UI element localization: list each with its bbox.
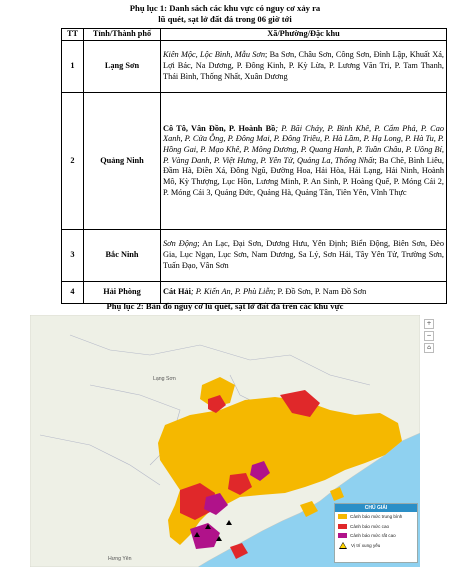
appendix-1-title-line1: Phụ lục 1: Danh sách các khu vực có nguy cơ xảy ra <box>129 3 321 13</box>
area-list <box>161 93 447 230</box>
legend-label: Cảnh báo mức rất cao <box>350 533 396 539</box>
legend-swatch-moderate <box>338 514 347 519</box>
table-row <box>62 41 447 93</box>
area-list <box>161 230 447 282</box>
header-areas: Xã/Phường/Đặc khu <box>161 29 447 41</box>
legend-title: CHÚ GIẢI <box>335 504 417 512</box>
appendix-2-title: Phụ lục 2: Bản đồ nguy cơ lũ quét, sạt lở đất đá trên các khu vực <box>106 301 344 311</box>
legend-label: Vị trí xung yếu <box>351 542 381 548</box>
area-segment: ; P. Kiến An, P. Phù Liễn <box>190 287 274 297</box>
zoom-out-icon[interactable]: − <box>424 331 434 341</box>
map-toolbar <box>424 319 434 355</box>
legend-item <box>335 541 417 551</box>
legend-item <box>335 512 417 522</box>
legend-item <box>335 531 417 541</box>
map-label-lang-son: Lạng Sơn <box>153 376 176 382</box>
zoom-in-icon[interactable]: + <box>424 319 434 329</box>
area-segment: ; P. Đồ Sơn, P. Nam Đồ Sơn <box>273 287 367 297</box>
header-province: Tỉnh/Thành phố <box>84 29 161 41</box>
area-segment: Cát Hải <box>163 287 191 297</box>
province-name: Hải Phòng <box>84 282 161 304</box>
header-tt: TT <box>62 29 84 41</box>
legend-label: Cảnh báo mức trung bình <box>350 514 403 520</box>
table-row <box>62 93 447 230</box>
province-name: Lạng Sơn <box>84 41 161 93</box>
legend-swatch-very-high <box>338 533 347 538</box>
area-segment: ; Ba Chẽ, Bình Liêu, Đầm Hà, Điền Xá, Đông Ngũ, Đường Hoa, Hải Hòa, Hải Lạng, Hải Ninh, Hoành Mô, Kỳ Thượng, Lục Hồn, Lương Minh, P. An Sinh, P. Hoàng Quế, P. Móng Cái 2, P. Móng Cái 3, Quảng Đức, Quảng Hà, Quảng Tân, Tiên Yên, Vĩnh Thực <box>163 155 444 197</box>
legend-swatch-high <box>338 524 347 529</box>
map-legend <box>334 503 418 563</box>
province-name: Bắc Ninh <box>84 230 161 282</box>
legend-label: Cảnh báo mức cao <box>350 523 390 529</box>
warning-triangle-icon <box>339 542 347 549</box>
area-segment: Sơn Động <box>163 239 198 249</box>
area-segment: ; An Lạc, Đại Sơn, Dương Hưu, Yên Định; Biển Động, Biên Sơn, Đèo Gia, Lục Ngạn, Lục Sơn, Nam Dương, Sa Lý, Sơn Hải, Tây Yên Tử, Trường Sơn, Tuấn Đạo, Vân Sơn <box>163 239 444 270</box>
appendix-1-title-line2: lũ quét, sạt lở đất đá trong 06 giờ tới <box>158 14 292 24</box>
home-icon[interactable]: ⌂ <box>424 343 434 353</box>
row-number: 4 <box>62 282 84 304</box>
area-segment: ; Ba Sơn, Châu Sơn, Công Sơn, Đình Lập, Khuất Xá, Lợi Bác, Na Dương, P. Đông Kinh, P. Kỳ Lừa, P. Lương Văn Tri, P. Tam Thanh, Thái Bình, Thống Nhất, Xuân Dương <box>163 50 444 81</box>
legend-item <box>335 522 417 532</box>
table-row <box>62 230 447 282</box>
row-number: 2 <box>62 93 84 230</box>
area-segment: Kiên Mộc, Lộc Bình, Mẫu Sơn <box>163 50 265 60</box>
row-number: 1 <box>62 41 84 93</box>
table-header-row <box>62 29 447 41</box>
risk-area-table <box>61 28 447 304</box>
area-list <box>161 41 447 93</box>
area-segment: Cô Tô, Vân Đồn, P. Hoành Bồ <box>163 123 276 133</box>
province-name: Quảng Ninh <box>84 93 161 230</box>
area-segment: ; P. Bãi Cháy, P. Bình Khê, P. Cẩm Phả, P. Cao Xanh, P. Cửa Ông, P. Đông Mai, P. Đông Triều, P. Hà Lầm, P. Hạ Long, P. Hà Tu, P. Hồng Gai, P. Mạo Khê, P. Mông Dương, P. Quang Hanh, P. Tuần Châu, P. Uông Bí, P. Vàng Danh, P. Việt Hưng, P. Yên Tử, Quảng La, Thống Nhất <box>163 123 445 165</box>
row-number: 3 <box>62 230 84 282</box>
map-label-hung-yen: Hưng Yên <box>108 556 132 562</box>
